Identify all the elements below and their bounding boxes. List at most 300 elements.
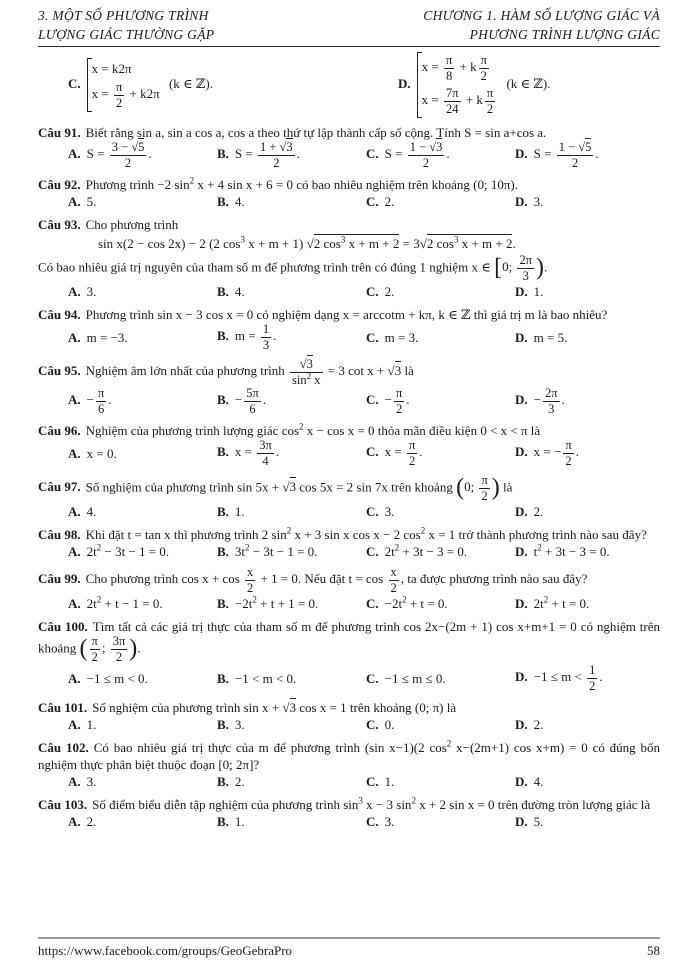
- answer-option[interactable]: [366, 670, 515, 687]
- math-group: [38, 740, 660, 772]
- math-text: = 3 cot x +: [324, 363, 388, 379]
- answer-option[interactable]: [217, 141, 366, 170]
- answer-option[interactable]: [515, 664, 664, 693]
- math-text: S =: [533, 146, 555, 162]
- answer-option[interactable]: [366, 543, 515, 560]
- option-label: C.: [366, 504, 379, 519]
- option-label: C.: [68, 75, 81, 91]
- denominator: [479, 489, 489, 503]
- math-group: [464, 473, 492, 503]
- math-group: [385, 504, 395, 519]
- answer-option[interactable]: [68, 670, 217, 687]
- question-number: Câu 100.: [38, 619, 88, 634]
- question-number: Câu 91.: [38, 125, 81, 140]
- math-text: −1 ≤ m ≤ 0.: [384, 671, 446, 686]
- option-label: B.: [217, 194, 229, 209]
- option-label: B.: [217, 671, 229, 686]
- answer-options: [38, 595, 660, 612]
- stem-line: [38, 618, 660, 664]
- math-text: 2t: [86, 596, 97, 611]
- option-label: A.: [68, 671, 81, 686]
- answer-option[interactable]: [515, 773, 664, 790]
- math-text: 2π: [519, 253, 533, 267]
- answer-option[interactable]: [515, 813, 664, 830]
- math-text: 3π: [112, 634, 126, 648]
- math-group: [87, 814, 97, 829]
- answer-option[interactable]: [515, 283, 664, 300]
- option-label: D.: [515, 194, 528, 209]
- radicand: [286, 138, 292, 154]
- math-text: − 3t − 1 = 0.: [249, 544, 318, 559]
- section-title: [38, 6, 214, 44]
- math-group: [384, 140, 450, 170]
- math-text: x =: [234, 444, 256, 460]
- superscript: 2: [96, 542, 102, 553]
- math-group: [385, 717, 395, 732]
- answer-option[interactable]: [366, 193, 515, 210]
- superscript: 3: [340, 234, 346, 245]
- answer-option[interactable]: [366, 387, 515, 416]
- chapter-title-line: CHƯƠNG 1. HÀM SỐ LƯỢNG GIÁC VÀ: [423, 8, 660, 23]
- radical-sign: √: [578, 140, 586, 154]
- answer-option[interactable]: [515, 595, 664, 612]
- math-group: [87, 774, 97, 789]
- math-group: [421, 86, 498, 116]
- option-label: C.: [366, 544, 379, 559]
- numerator: [111, 635, 128, 650]
- math-text: − 3t − 1 = 0.: [101, 544, 170, 559]
- math-group: [87, 194, 97, 209]
- math-text: 3.: [86, 284, 97, 299]
- math-group: [38, 253, 548, 283]
- fraction: [90, 635, 100, 664]
- math-text: m = −3.: [86, 330, 128, 345]
- answer-options: [38, 813, 660, 830]
- math-group: [87, 544, 169, 559]
- math-group: [87, 330, 128, 345]
- math-text: 3.: [533, 194, 544, 209]
- question-stem: [38, 618, 660, 664]
- math-text: Số điểm biểu diễn tập nghiệm của phương trình sin: [92, 797, 359, 812]
- superscript: 2: [299, 421, 304, 432]
- fraction: [257, 439, 274, 468]
- math-text: 7π: [445, 86, 459, 100]
- question-stem: [38, 124, 660, 141]
- math-text: 1.: [234, 814, 245, 829]
- math-text: 3t: [234, 544, 246, 559]
- numerator: [479, 54, 489, 69]
- math-text: 2.: [234, 774, 245, 789]
- math-text: 0;: [502, 259, 516, 275]
- math-text: π: [445, 53, 453, 67]
- math-text: 0;: [464, 479, 478, 495]
- question-number: Câu 98.: [38, 527, 81, 542]
- numerator: [485, 87, 495, 102]
- answer-option[interactable]: [398, 52, 700, 118]
- answer-option[interactable]: [68, 283, 217, 300]
- superscript: 2: [252, 594, 257, 605]
- math-text: 3.: [384, 814, 395, 829]
- answer-option[interactable]: [515, 439, 664, 468]
- answer-option[interactable]: [68, 503, 217, 520]
- math-text: Có bao nhiêu giá trị nguyên của tham số m để phương trình trên có đúng 1 nghiệm x ∈: [38, 259, 495, 275]
- answer-option[interactable]: [68, 329, 217, 346]
- square-root: [300, 355, 313, 371]
- option-label: A.: [68, 717, 81, 732]
- math-group: [86, 423, 541, 438]
- math-text: x = k2π: [91, 61, 132, 76]
- math-group: [85, 473, 513, 503]
- numerator: [408, 141, 445, 156]
- answer-option[interactable]: [366, 141, 515, 170]
- math-group: [88, 634, 130, 664]
- math-text: cos x = 1 trên khoảng (0; π) là: [296, 700, 457, 715]
- math-text: .: [599, 669, 603, 685]
- radical-sign: √: [282, 700, 290, 715]
- math-text: 2: [116, 96, 123, 110]
- answer-option[interactable]: [366, 329, 515, 346]
- bracket-open: (: [79, 636, 88, 662]
- math-group: [235, 504, 245, 519]
- answer-options: [38, 773, 660, 790]
- math-group: [38, 619, 660, 664]
- math-text: Tìm tất cả các giá trị thực của tham số m để phương trình cos 2x−(2m + 1) cos x+m+1 = 0 có nghiệm trên khoảng: [38, 619, 660, 656]
- numerator: [557, 141, 594, 156]
- math-text: 2: [589, 679, 596, 693]
- question: [38, 796, 660, 830]
- math-group: [85, 357, 414, 387]
- numerator: [245, 566, 255, 581]
- fraction: [258, 141, 295, 170]
- math-text: −: [86, 392, 94, 408]
- answer-option[interactable]: [68, 193, 217, 210]
- math-text: 2: [115, 650, 123, 664]
- radical-sign: √: [429, 140, 437, 154]
- fraction: [444, 54, 454, 83]
- math-group: [85, 565, 588, 595]
- answer-option[interactable]: [68, 595, 217, 612]
- math-text: 3.: [86, 774, 97, 789]
- option-label: B.: [217, 392, 229, 408]
- math-text: + 3t − 3 = 0.: [399, 544, 468, 559]
- math-group: [534, 717, 544, 732]
- math-text: 4.: [234, 284, 245, 299]
- answer-option[interactable]: [515, 716, 664, 733]
- math-text: π: [97, 386, 105, 400]
- math-text: + k2π: [126, 86, 160, 102]
- question: [38, 699, 660, 733]
- answer-option[interactable]: [366, 773, 515, 790]
- math-group: [533, 663, 603, 693]
- math-text: 5.: [86, 194, 97, 209]
- answer-option[interactable]: [217, 323, 366, 352]
- section-title-line: LƯỢNG GIÁC THƯỜNG GẶP: [38, 27, 215, 42]
- math-group: [234, 386, 267, 416]
- square-root: [131, 138, 144, 154]
- answer-option[interactable]: [366, 716, 515, 733]
- math-text: π: [565, 438, 572, 452]
- stem-line: [38, 422, 660, 439]
- answer-option[interactable]: [68, 58, 398, 112]
- math-group: [502, 253, 536, 283]
- numerator: [563, 439, 573, 454]
- math-group: [87, 61, 213, 110]
- math-text: 2t: [533, 596, 544, 611]
- answer-option[interactable]: [515, 543, 664, 560]
- math-text: −: [234, 392, 243, 408]
- option-label: A.: [68, 596, 81, 611]
- answer-option[interactable]: [217, 503, 366, 520]
- math-text: 2.: [384, 194, 395, 209]
- answer-option[interactable]: [68, 141, 217, 170]
- option-label: A.: [68, 504, 81, 519]
- answer-option[interactable]: [217, 670, 366, 687]
- math-text: 2 cos: [313, 236, 341, 251]
- option-label: B.: [217, 504, 229, 519]
- math-group: [92, 698, 456, 715]
- math-group: [86, 386, 112, 416]
- option-label: B.: [217, 544, 229, 559]
- interval: [456, 473, 500, 503]
- answer-option[interactable]: [217, 595, 366, 612]
- answer-option[interactable]: [366, 595, 515, 612]
- superscript: 3: [453, 234, 459, 245]
- math-group: [234, 140, 300, 170]
- option-label: D.: [515, 814, 528, 829]
- denominator: [408, 156, 445, 170]
- answer-option[interactable]: [515, 387, 664, 416]
- math-text: 2: [571, 156, 579, 170]
- answer-options: [38, 543, 660, 560]
- answer-option[interactable]: [68, 716, 217, 733]
- math-text: t: [533, 544, 538, 559]
- math-text: 3: [289, 700, 297, 715]
- superscript: 2: [420, 525, 426, 536]
- question: [38, 216, 660, 300]
- answer-option[interactable]: [217, 387, 366, 416]
- math-text: −: [384, 392, 392, 408]
- question-stem: [38, 796, 660, 813]
- answer-option[interactable]: [68, 387, 217, 416]
- math-text: x: [247, 565, 254, 579]
- radicand: [436, 138, 442, 154]
- numerator: [114, 81, 124, 96]
- option-label: D.: [515, 444, 528, 460]
- numerator: [244, 387, 261, 402]
- math-text: 3: [262, 338, 270, 352]
- answer-option[interactable]: [366, 283, 515, 300]
- square-root: [307, 234, 400, 251]
- answer-option[interactable]: [515, 193, 664, 210]
- math-group: [92, 61, 132, 76]
- question-stem: [38, 306, 660, 323]
- fraction: [485, 87, 495, 116]
- answer-option[interactable]: [515, 503, 664, 520]
- answer-option[interactable]: [217, 283, 366, 300]
- math-text: (k ∈ ℤ).: [165, 75, 213, 91]
- stem-line: [38, 254, 660, 283]
- answer-options: [38, 439, 660, 468]
- fraction: [517, 254, 534, 283]
- math-text: Nghiệm âm lớn nhất của phương trình: [85, 363, 289, 379]
- math-group: [385, 544, 467, 559]
- answer-option[interactable]: [68, 445, 217, 462]
- math-group: [234, 322, 277, 352]
- superscript: 2: [286, 525, 292, 536]
- option-label: B.: [217, 328, 229, 344]
- denominator: [244, 402, 261, 416]
- fraction: [587, 664, 597, 693]
- math-text: π: [395, 386, 403, 400]
- answer-option[interactable]: [217, 813, 366, 830]
- system-line: [422, 52, 498, 85]
- math-text: 2 cos: [426, 236, 454, 251]
- math-group: [410, 138, 443, 154]
- answer-option[interactable]: [515, 329, 664, 346]
- math-text: x − cos x = 0 thỏa mãn điều kiện 0 < x < π là: [303, 423, 541, 438]
- math-group: [260, 138, 293, 154]
- question: [38, 306, 660, 352]
- answer-option[interactable]: [68, 813, 217, 830]
- answer-option[interactable]: [217, 439, 366, 468]
- math-group: [86, 527, 647, 542]
- math-text: sin x(2 − cos 2x) − 2 (2 cos: [98, 236, 241, 251]
- math-text: x =: [421, 59, 442, 75]
- option-label: D.: [515, 504, 528, 519]
- math-text: + k: [456, 59, 477, 75]
- radical-sign: √: [131, 140, 139, 154]
- math-text: x−(2m+1) cos x+m) = 0 có đúng bốn nghiệm thực phân biệt thuộc đoạn [0; 2π]?: [38, 740, 661, 772]
- math-text: Phương trình −2 sin: [85, 177, 190, 192]
- answer-option[interactable]: [217, 716, 366, 733]
- numerator: [261, 323, 271, 338]
- option-label: A.: [68, 814, 81, 829]
- bracket-close: ): [491, 475, 500, 501]
- math-text: Biết rằng sin a, sin a cos a, cos a theo thứ tự lập thành cấp số cộng. Tính S = sin a+cos a.: [85, 125, 547, 140]
- option-label: C.: [366, 671, 379, 686]
- math-group: [533, 386, 565, 416]
- math-group: [534, 544, 610, 559]
- system-line: [422, 85, 498, 118]
- math-text: 3.: [234, 717, 245, 732]
- math-text: 1: [262, 322, 270, 336]
- math-text: π: [91, 634, 98, 648]
- superscript: 2: [189, 175, 195, 186]
- stem-line: [38, 306, 660, 323]
- math-text: x: [311, 373, 321, 387]
- math-group: [534, 774, 544, 789]
- math-text: 0.: [384, 717, 395, 732]
- denominator: [110, 156, 147, 170]
- math-text: 3 −: [111, 140, 132, 154]
- math-text: 4: [262, 454, 269, 468]
- math-text: 24: [446, 102, 459, 116]
- math-text: 2: [486, 102, 494, 116]
- question-stem: [38, 739, 660, 773]
- answer-option[interactable]: [515, 141, 664, 170]
- answer-option[interactable]: [366, 439, 515, 468]
- question: [38, 739, 660, 790]
- denominator: [257, 454, 274, 468]
- denominator: [407, 454, 417, 468]
- denominator: [245, 581, 255, 595]
- answer-option[interactable]: [68, 773, 217, 790]
- answer-option[interactable]: [217, 543, 366, 560]
- answer-option[interactable]: [68, 543, 217, 560]
- math-text: π: [481, 473, 488, 487]
- fraction: [557, 141, 594, 170]
- question-number: Câu 103.: [38, 797, 88, 812]
- bracket-open: [: [494, 255, 503, 281]
- interval: [494, 253, 545, 283]
- radical-sign: √: [306, 236, 314, 251]
- math-text: x + m + 2: [345, 236, 400, 251]
- numerator: [444, 54, 454, 69]
- answer-option[interactable]: [366, 503, 515, 520]
- denominator: [485, 102, 495, 116]
- math-text: .: [406, 392, 410, 408]
- option-label: A.: [68, 194, 81, 209]
- footer-link[interactable]: https://www.facebook.com/groups/GeoGebraPro: [38, 943, 293, 958]
- radicand: [138, 138, 144, 154]
- answer-option[interactable]: [217, 193, 366, 210]
- question-number: Câu 102.: [38, 740, 89, 755]
- math-group: [421, 53, 491, 83]
- math-text: + t + 1 = 0.: [256, 596, 319, 611]
- math-text: m = 5.: [533, 330, 568, 345]
- superscript: 2: [446, 738, 452, 749]
- answer-options: [38, 141, 660, 170]
- math-text: .: [575, 444, 579, 460]
- answer-option[interactable]: [217, 773, 366, 790]
- math-group: [87, 596, 163, 611]
- math-group: [87, 671, 148, 686]
- math-text: Cho phương trình: [85, 217, 179, 232]
- math-group: [235, 671, 296, 686]
- math-text: Nghiệm của phương trình lượng giác cos: [85, 423, 300, 438]
- math-text: S =: [234, 146, 256, 162]
- radical-sign: √: [387, 363, 395, 379]
- numerator: [407, 439, 417, 454]
- math-group: [98, 236, 516, 251]
- question-stem: [38, 699, 660, 716]
- math-text: 2: [396, 402, 403, 416]
- math-text: .: [512, 236, 516, 251]
- option-label: C.: [366, 392, 379, 408]
- math-text: 3: [436, 140, 443, 154]
- math-group: [292, 370, 321, 387]
- math-text: x + 4 sin x + 6 = 0 có bao nhiêu nghiệm trên khoảng (0; 10π).: [194, 177, 518, 192]
- math-text: −2t: [234, 596, 253, 611]
- math-text: Số nghiệm của phương trình sin x +: [92, 700, 283, 715]
- math-text: 1.: [234, 504, 245, 519]
- superscript: 3: [358, 795, 363, 806]
- numerator: [479, 474, 489, 489]
- denominator: [563, 454, 573, 468]
- math-text: 2.: [533, 717, 544, 732]
- answer-option[interactable]: [366, 813, 515, 830]
- math-text: 1.: [86, 717, 97, 732]
- math-text: ;: [101, 640, 109, 656]
- question: [38, 124, 660, 170]
- math-text: 2t: [86, 544, 97, 559]
- radical-sign: √: [282, 479, 290, 495]
- math-text: Có bao nhiêu giá trị thực của m để phương trình (sin x−1)(2 cos: [93, 740, 447, 755]
- option-label: C.: [366, 596, 379, 611]
- option-label: D.: [398, 75, 411, 91]
- question-number: Câu 94.: [38, 307, 81, 322]
- math-text: sin: [292, 373, 307, 387]
